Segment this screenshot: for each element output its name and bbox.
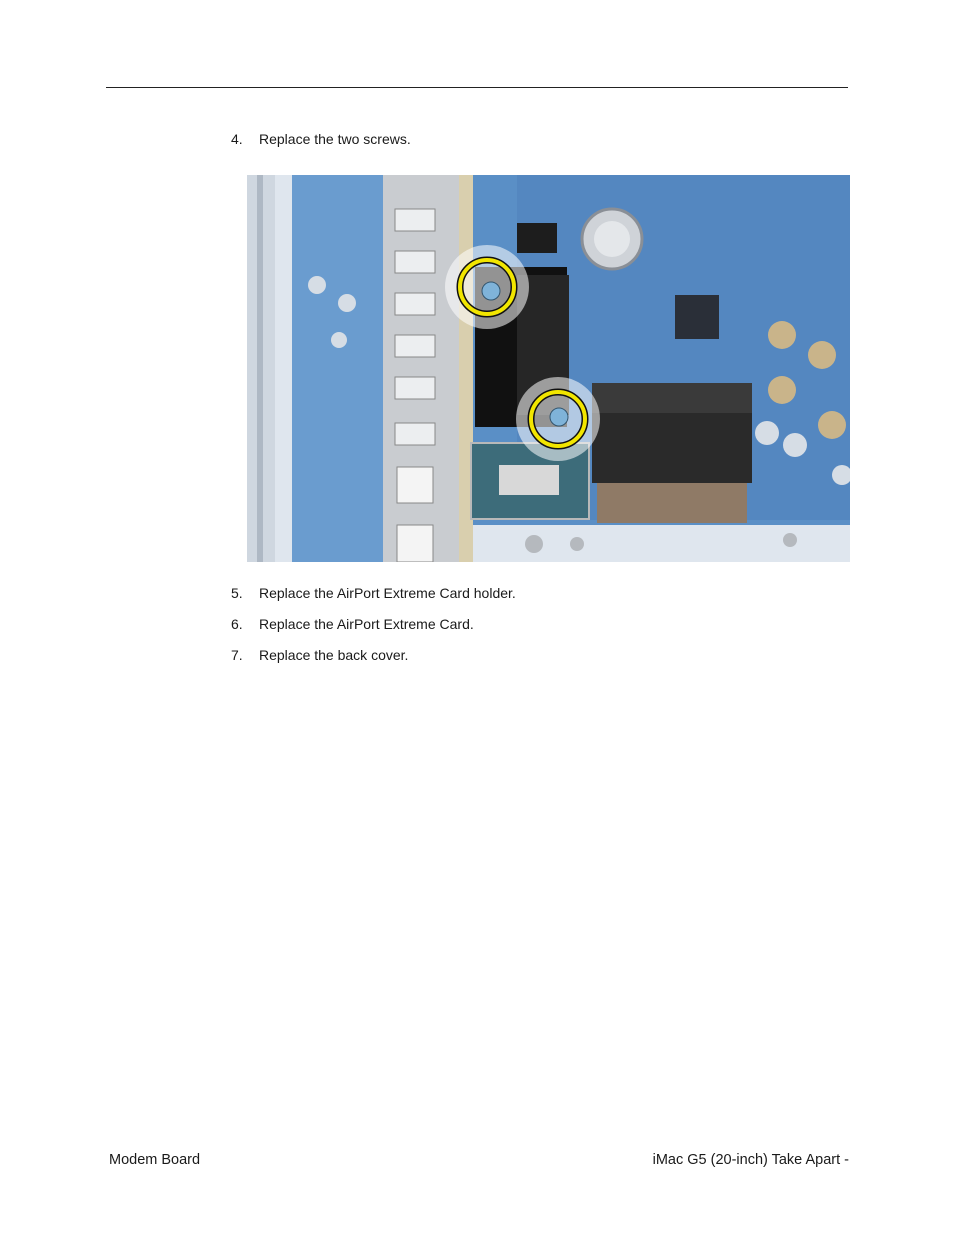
step-number: 6.	[231, 616, 243, 632]
step-text: Replace the two screws.	[259, 131, 411, 147]
footer-section-title: Modem Board	[109, 1152, 201, 1168]
step-text: Replace the AirPort Extreme Card holder.	[259, 585, 516, 601]
step-text: Replace the back cover.	[259, 647, 409, 663]
footer-document-title: iMac G5 (20-inch) Take Apart -	[652, 1152, 849, 1168]
logic-board-photo	[247, 175, 850, 562]
step-number: 5.	[231, 585, 243, 601]
step-number: 7.	[231, 647, 243, 663]
step-5	[231, 584, 516, 602]
step-6	[231, 615, 474, 633]
header-rule	[106, 87, 848, 88]
step-text: Replace the AirPort Extreme Card.	[259, 616, 474, 632]
step-7	[231, 646, 408, 664]
step-number: 4.	[231, 131, 243, 147]
step-4	[231, 130, 411, 148]
